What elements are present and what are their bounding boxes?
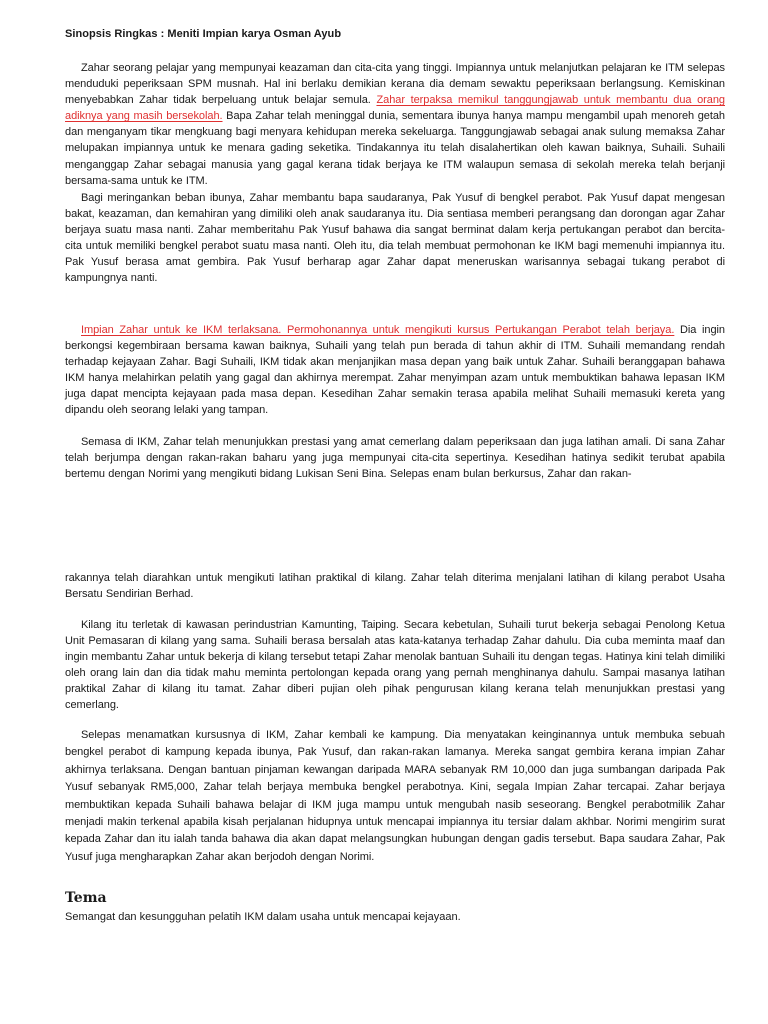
paragraph-3-text: Dia ingin berkongsi kegembiraan bersama kawan baiknya, Suhaili yang telah pun berada di tahun akhir di ITM. Suhaili memandang rendah terhadap kejayaan Zahar. Bagi Suhaili, IKM tidak akan menjanjikan masa depan yang baik untuk Zahar. Suhaili beranggapan bahawa IKM hanya melahirkan pelatih yang gagal dan akhirnya merempat. Zahar menyimpan azam untuk membuktikan bahawa lepasan IKM juga dapat mencipta kejayaan pada masa depan. Kesedihan Zahar semakin terasa apabila melihat Suhaili memasuki kereta yang dipandu oleh seorang lelaki yang tampan. [65, 324, 725, 417]
paragraph-4 [65, 434, 725, 482]
paragraph-4-text: Semasa di IKM, Zahar telah menunjukkan prestasi yang amat cemerlang dalam peperiksaan dan juga latihan amali. Di sana Zahar telah berjumpa dengan rakan-rakan baharu yang juga mempunyai cita-cita sepertinya. Kesedihan hatinya sedikit terubat apabila bertemu dengan Norimi yang mengikuti bidang Lukisan Seni Bina. Selepas enam bulan berkursus, Zahar dan rakan- [65, 436, 725, 481]
paragraph-2-text: Bagi meringankan beban ibunya, Zahar membantu bapa saudaranya, Pak Yusuf di bengkel perabot. Pak Yusuf dapat mengesan bakat, keazaman, dan kemahiran yang dimiliki oleh anak saudaranya itu. Dia sentiasa memberi perangsang dan dorongan agar Zahar berjaya suatu masa nanti. Zahar memberitahu Pak Yusuf bahawa dia sangat berminat dalam kerja pertukangan perabot dan bercita-cita untuk memiliki bengkel perabot suatu masa nanti. Oleh itu, dia telah membuat permohonan ke IKM bagi memenuhi impiannya itu. Pak Yusuf berasa amat gembira. Pak Yusuf berharap agar Zahar dapat meneruskan warisannya sebagai tukang perabot di kampungnya nanti. [65, 192, 725, 285]
paragraph-7-text: Selepas menamatkan kursusnya di IKM, Zahar kembali ke kampung. Dia menyatakan keinginannya untuk membuka sebuah bengkel perabot di kampung kepada ibunya, Pak Yusuf, dan rakan-rakan lamanya. Mereka sangat gembira kerana impian Zahar akhirnya terlaksana. Dengan bantuan pinjaman kewangan daripada MARA sebanyak RM 10,000 dan juga sumbangan daripada Pak Yusuf sebanyak RM5,000, Zahar telah berjaya membuka bengkel perabotnya. Kini, segala Impian Zahar tercapai. Zahar berjaya membuktikan kepada Suhaili bahawa belajar di IKM juga mampu untuk mengubah nasib seseorang. Bengkel perabotmilik Zahar menjadi makin terkenal apabila kisah perjalanan hidupnya untuk mencapai impiannya itu tersiar dalam akhbar. Norimi mengirim surat kepada Zahar dan itu ialah tanda bahawa dia akan dapat melangsungkan hubungan dengan gadis tersebut. Bapa saudara Zahar, Pak Yusuf juga mengharapkan Zahar akan berjodoh dengan Norimi. [65, 729, 725, 863]
tema-heading: Tema [65, 890, 107, 906]
paragraph-3-highlight: Impian Zahar untuk ke IKM terlaksana. Permohonannya untuk mengikuti kursus Pertukangan Perabot telah berjaya. [81, 324, 675, 336]
tema-text: Semangat dan kesungguhan pelatih IKM dalam usaha untuk mencapai kejayaan. [65, 911, 461, 923]
paragraph-1-highlight: Zahar terpaksa memikul tanggungjawab untuk membantu dua orang adiknya yang masih bersekolah. [65, 94, 725, 123]
paragraph-1 [65, 60, 725, 189]
paragraph-3 [65, 322, 725, 419]
paragraph-1-text-a: Zahar seorang pelajar yang mempunyai keazaman dan cita-cita yang tinggi. Impiannya untuk melanjutkan pelajaran ke ITM selepas menduduki peperiksaan SPM musnah. Hal ini berlaku demikian kerana dia demam sewaktu peperiksaan berlangsung. Kemiskinan menyebabkan Zahar tidak berpeluang untuk belajar semula. [65, 62, 725, 107]
paragraph-6-text: Kilang itu terletak di kawasan perindustrian Kamunting, Taiping. Secara kebetulan, Suhaili turut bekerja sebagai Penolong Ketua Unit Pemasaran di kilang yang sama. Suhaili berasa bersalah atas kata-katanya terhadap Zahar dahulu. Dia cuba meminta maaf dan ingin membantu Zahar untuk bekerja di kilang tersebut tetapi Zahar menolak bantuan Suhaili itu dengan tegas. Hatinya kini telah dimiliki oleh orang lain dan dia tidak mahu meminta pertolongan kepada orang yang pernah menghinanya dahulu. Sampai masanya latihan praktikal Zahar di kilang itu tamat. Zahar diberi pujian oleh pihak pengurusan kilang kerana telah menunjukkan prestasi yang cemerlang. [65, 619, 725, 712]
document-title: Sinopsis Ringkas : Meniti Impian karya Osman Ayub [65, 28, 342, 40]
paragraph-5-text: rakannya telah diarahkan untuk mengikuti latihan praktikal di kilang. Zahar telah diterima menjalani latihan di kilang perabot Usaha Bersatu Sendirian Berhad. [65, 572, 725, 601]
document-page [65, 0, 725, 1024]
paragraph-6 [65, 617, 725, 714]
paragraph-1-text-b: Bapa Zahar telah meninggal dunia, sementara ibunya hanya mampu mengambil upah menoreh getah dan menganyam tikar mengkuang bagi menyara kehidupan mereka sekeluarga. Tanggungjawab sebagai anak sulung memaksa Zahar melupakan impiannya untuk ke menara gading seketika. Tindakannya itu telah disalahertikan oleh kawan baiknya, Suhaili. Suhaili menganggap Zahar sebagai manusia yang gagal kerana tidak berjaya ke ITM walaupun semasa di sekolah mereka telah berjanji bersama-sama untuk ke ITM. [65, 110, 725, 187]
paragraph-7 [65, 727, 725, 866]
paragraph-5 [65, 570, 725, 602]
paragraph-2 [65, 190, 725, 287]
